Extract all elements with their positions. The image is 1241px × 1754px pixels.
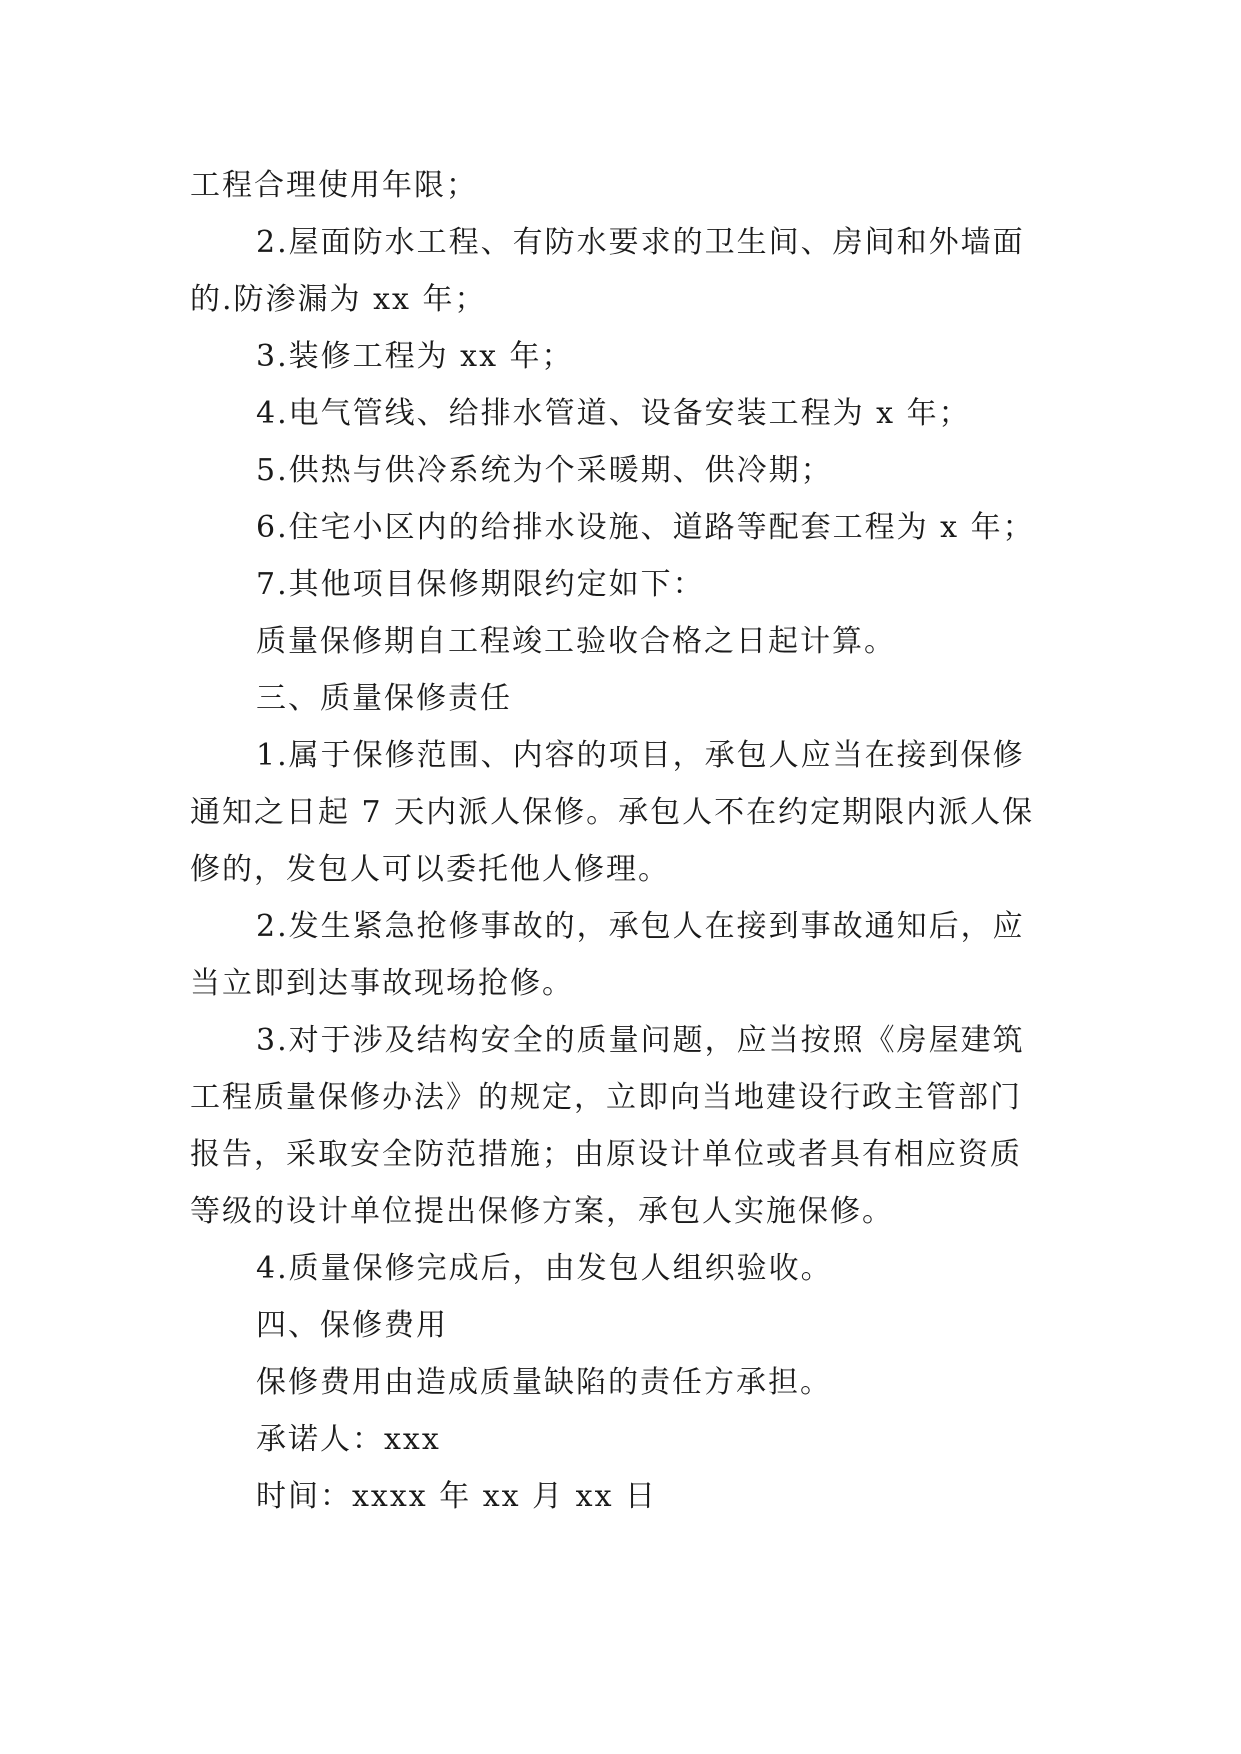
paragraph-line: 6.住宅小区内的给排水设施、道路等配套工程为 x 年； [256,510,1035,545]
paragraph-line: 4.质量保修完成后，由发包人组织验收。 [256,1251,833,1286]
paragraph-line: 等级的设计单位提出保修方案，承包人实施保修。 [190,1194,894,1229]
paragraph-line: 修的，发包人可以委托他人修理。 [190,852,670,887]
paragraph-line: 报告，采取安全防范措施；由原设计单位或者具有相应资质 [190,1137,1022,1172]
date-line: 时间：xxxx 年 xx 月 xx 日 [256,1479,658,1514]
paragraph-line: 5.供热与供冷系统为个采暖期、供冷期； [256,453,833,488]
paragraph-line: 2.发生紧急抢修事故的，承包人在接到事故通知后，应 [256,909,1025,944]
paragraph-line: 的.防渗漏为 xx 年； [190,282,487,317]
paragraph-line: 工程质量保修办法》的规定，立即向当地建设行政主管部门 [190,1080,1022,1115]
paragraph-line: 通知之日起 7 天内派人保修。承包人不在约定期限内派人保 [190,795,1035,830]
section-heading: 四、保修费用 [256,1308,448,1343]
section-heading: 三、质量保修责任 [256,681,512,716]
paragraph-line: 4.电气管线、给排水管道、设备安装工程为 x 年； [256,396,971,431]
paragraph-line: 3.对于涉及结构安全的质量问题，应当按照《房屋建筑 [256,1023,1025,1058]
signatory-line: 承诺人：xxx [256,1422,441,1457]
paragraph-line: 1.属于保修范围、内容的项目，承包人应当在接到保修 [256,738,1025,773]
paragraph-line: 保修费用由造成质量缺陷的责任方承担。 [256,1365,832,1400]
paragraph-line: 3.装修工程为 xx 年； [256,339,574,374]
paragraph-line: 当立即到达事故现场抢修。 [190,966,574,1001]
paragraph-line: 工程合理使用年限； [190,168,478,203]
paragraph-line: 质量保修期自工程竣工验收合格之日起计算。 [256,624,896,659]
paragraph-line: 7.其他项目保修期限约定如下： [256,567,705,602]
paragraph-line: 2.屋面防水工程、有防水要求的卫生间、房间和外墙面 [256,225,1025,260]
